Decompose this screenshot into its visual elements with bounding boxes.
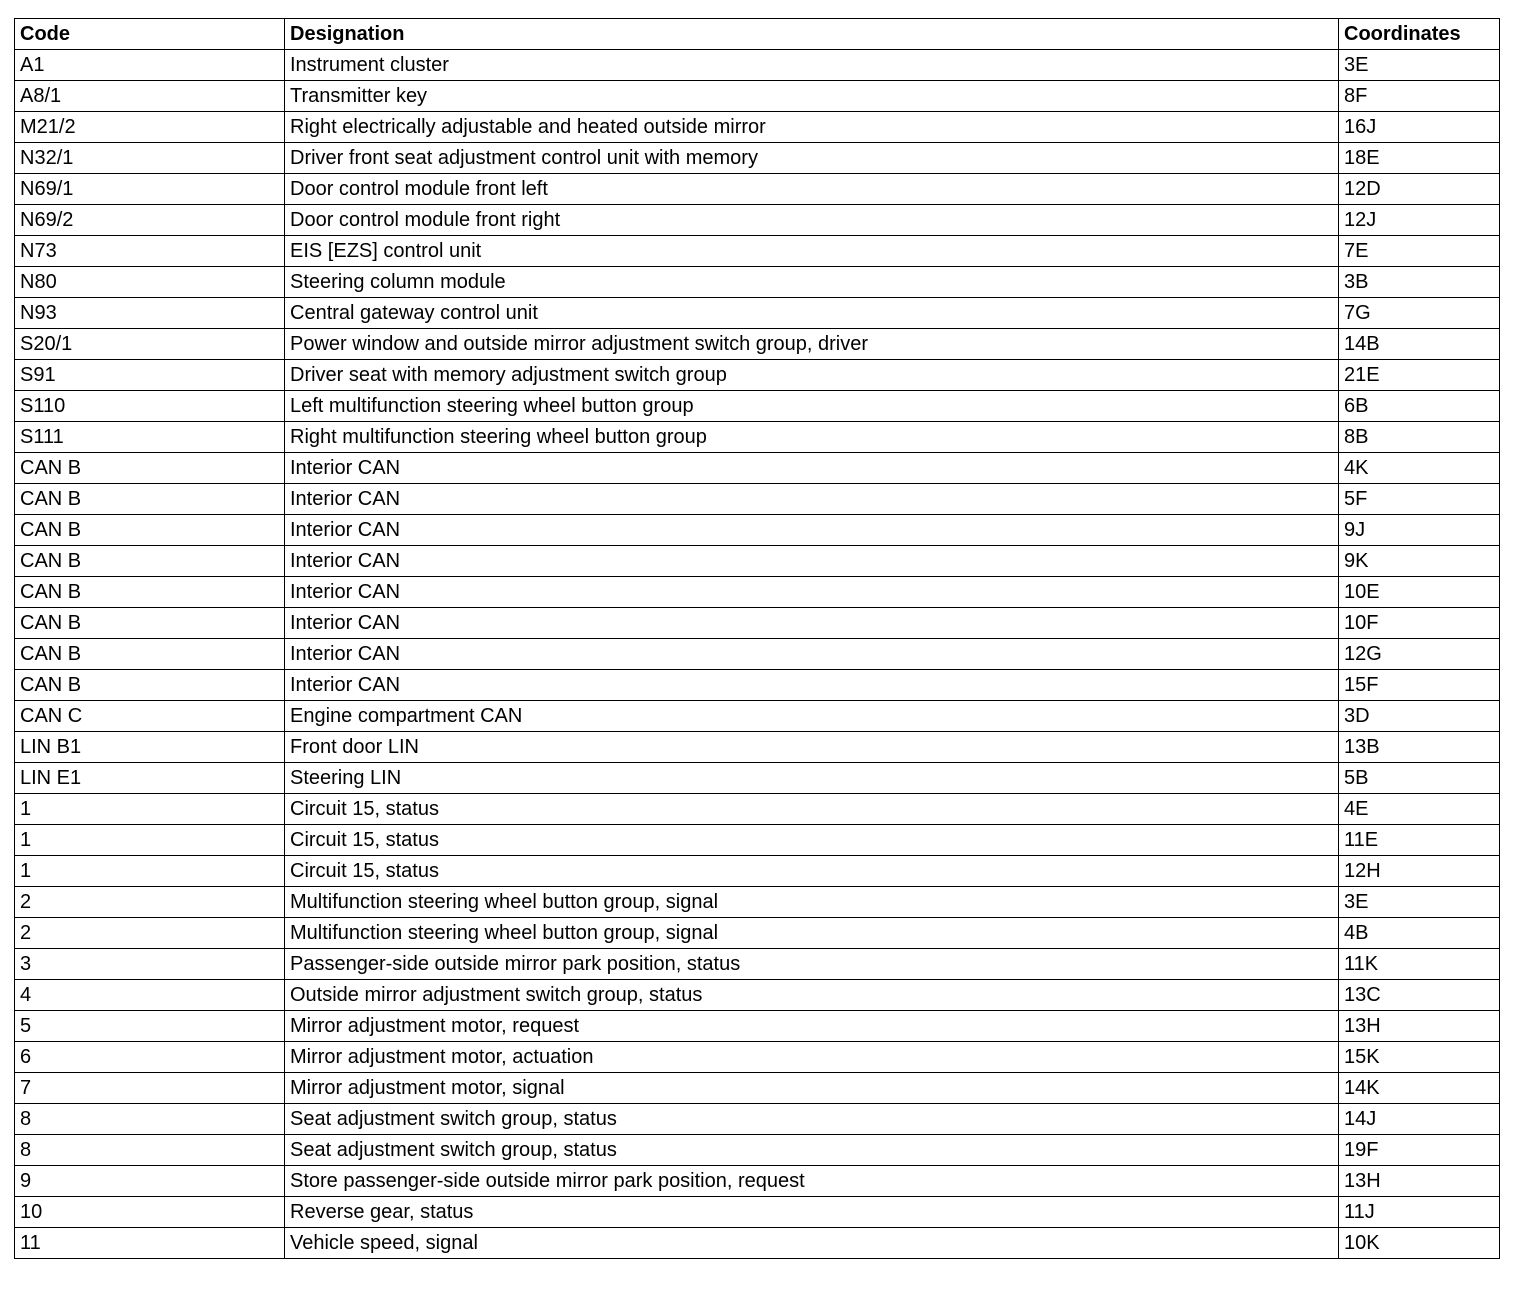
designation-cell: Right multifunction steering wheel button group bbox=[285, 422, 1339, 453]
code-cell: LIN E1 bbox=[15, 763, 285, 794]
coordinates-cell: 13B bbox=[1339, 732, 1500, 763]
coordinates-cell: 3E bbox=[1339, 887, 1500, 918]
designation-cell: Seat adjustment switch group, status bbox=[285, 1135, 1339, 1166]
coordinates-cell: 11J bbox=[1339, 1197, 1500, 1228]
coordinates-cell: 5B bbox=[1339, 763, 1500, 794]
coordinates-cell: 15F bbox=[1339, 670, 1500, 701]
table-row bbox=[15, 887, 1500, 918]
table-row bbox=[15, 1042, 1500, 1073]
coordinates-cell: 19F bbox=[1339, 1135, 1500, 1166]
designation-cell: Store passenger-side outside mirror park position, request bbox=[285, 1166, 1339, 1197]
coordinates-header: Coordinates bbox=[1339, 19, 1500, 50]
designation-cell: Multifunction steering wheel button group, signal bbox=[285, 918, 1339, 949]
table-row bbox=[15, 329, 1500, 360]
code-header: Code bbox=[15, 19, 285, 50]
coordinates-cell: 13H bbox=[1339, 1166, 1500, 1197]
designation-cell: Seat adjustment switch group, status bbox=[285, 1104, 1339, 1135]
coordinates-cell: 21E bbox=[1339, 360, 1500, 391]
coordinates-cell: 10K bbox=[1339, 1228, 1500, 1259]
table-row bbox=[15, 1197, 1500, 1228]
coordinates-cell: 4K bbox=[1339, 453, 1500, 484]
coordinates-cell: 9K bbox=[1339, 546, 1500, 577]
table-row bbox=[15, 1228, 1500, 1259]
designation-cell: Mirror adjustment motor, signal bbox=[285, 1073, 1339, 1104]
designation-cell: Transmitter key bbox=[285, 81, 1339, 112]
table-row bbox=[15, 391, 1500, 422]
designation-cell: Mirror adjustment motor, actuation bbox=[285, 1042, 1339, 1073]
designation-cell: Door control module front left bbox=[285, 174, 1339, 205]
designation-cell: Reverse gear, status bbox=[285, 1197, 1339, 1228]
coordinates-cell: 10E bbox=[1339, 577, 1500, 608]
code-cell: S111 bbox=[15, 422, 285, 453]
designation-cell: Interior CAN bbox=[285, 515, 1339, 546]
code-cell: 10 bbox=[15, 1197, 285, 1228]
code-cell: 1 bbox=[15, 856, 285, 887]
designation-cell: Right electrically adjustable and heated outside mirror bbox=[285, 112, 1339, 143]
designation-cell: Circuit 15, status bbox=[285, 825, 1339, 856]
table-row bbox=[15, 856, 1500, 887]
code-cell: N73 bbox=[15, 236, 285, 267]
code-cell: 1 bbox=[15, 794, 285, 825]
coordinates-cell: 14J bbox=[1339, 1104, 1500, 1135]
coordinates-cell: 3D bbox=[1339, 701, 1500, 732]
designation-cell: Central gateway control unit bbox=[285, 298, 1339, 329]
coordinates-cell: 11E bbox=[1339, 825, 1500, 856]
table-row bbox=[15, 174, 1500, 205]
designation-cell: Steering column module bbox=[285, 267, 1339, 298]
table-row bbox=[15, 1135, 1500, 1166]
designation-cell: Interior CAN bbox=[285, 453, 1339, 484]
code-cell: S20/1 bbox=[15, 329, 285, 360]
code-cell: 4 bbox=[15, 980, 285, 1011]
table-row bbox=[15, 577, 1500, 608]
table-row bbox=[15, 701, 1500, 732]
designation-cell: Passenger-side outside mirror park position, status bbox=[285, 949, 1339, 980]
table-row bbox=[15, 484, 1500, 515]
table-row bbox=[15, 205, 1500, 236]
table-row bbox=[15, 360, 1500, 391]
table-row bbox=[15, 1011, 1500, 1042]
code-cell: CAN B bbox=[15, 546, 285, 577]
table-row bbox=[15, 236, 1500, 267]
designation-cell: Driver front seat adjustment control unit with memory bbox=[285, 143, 1339, 174]
coordinates-cell: 7E bbox=[1339, 236, 1500, 267]
table-row bbox=[15, 918, 1500, 949]
table-row bbox=[15, 608, 1500, 639]
coordinates-cell: 13H bbox=[1339, 1011, 1500, 1042]
table-row bbox=[15, 50, 1500, 81]
legend-table bbox=[14, 18, 1500, 1259]
code-cell: A1 bbox=[15, 50, 285, 81]
table-row bbox=[15, 732, 1500, 763]
table-row bbox=[15, 639, 1500, 670]
code-cell: 7 bbox=[15, 1073, 285, 1104]
code-cell: 1 bbox=[15, 825, 285, 856]
table-row bbox=[15, 763, 1500, 794]
designation-cell: Interior CAN bbox=[285, 484, 1339, 515]
code-cell: CAN B bbox=[15, 577, 285, 608]
table-row bbox=[15, 1166, 1500, 1197]
table-row bbox=[15, 1073, 1500, 1104]
table-row bbox=[15, 422, 1500, 453]
table-row bbox=[15, 546, 1500, 577]
coordinates-cell: 4B bbox=[1339, 918, 1500, 949]
code-cell: 8 bbox=[15, 1104, 285, 1135]
table-row bbox=[15, 825, 1500, 856]
designation-cell: Interior CAN bbox=[285, 546, 1339, 577]
coordinates-cell: 10F bbox=[1339, 608, 1500, 639]
coordinates-cell: 5F bbox=[1339, 484, 1500, 515]
designation-cell: Driver seat with memory adjustment switch group bbox=[285, 360, 1339, 391]
designation-cell: Door control module front right bbox=[285, 205, 1339, 236]
coordinates-cell: 12G bbox=[1339, 639, 1500, 670]
designation-cell: Interior CAN bbox=[285, 608, 1339, 639]
code-cell: CAN B bbox=[15, 639, 285, 670]
code-cell: 11 bbox=[15, 1228, 285, 1259]
designation-cell: Outside mirror adjustment switch group, status bbox=[285, 980, 1339, 1011]
code-cell: N32/1 bbox=[15, 143, 285, 174]
code-cell: 2 bbox=[15, 887, 285, 918]
code-cell: CAN B bbox=[15, 484, 285, 515]
code-cell: CAN C bbox=[15, 701, 285, 732]
coordinates-cell: 18E bbox=[1339, 143, 1500, 174]
code-cell: LIN B1 bbox=[15, 732, 285, 763]
designation-cell: Power window and outside mirror adjustment switch group, driver bbox=[285, 329, 1339, 360]
designation-cell: Interior CAN bbox=[285, 577, 1339, 608]
designation-cell: Front door LIN bbox=[285, 732, 1339, 763]
designation-cell: Circuit 15, status bbox=[285, 856, 1339, 887]
designation-cell: Interior CAN bbox=[285, 670, 1339, 701]
designation-cell: Engine compartment CAN bbox=[285, 701, 1339, 732]
designation-cell: Interior CAN bbox=[285, 639, 1339, 670]
code-cell: CAN B bbox=[15, 608, 285, 639]
code-cell: 8 bbox=[15, 1135, 285, 1166]
coordinates-cell: 12J bbox=[1339, 205, 1500, 236]
code-cell: N80 bbox=[15, 267, 285, 298]
table-row bbox=[15, 267, 1500, 298]
coordinates-cell: 14K bbox=[1339, 1073, 1500, 1104]
designation-cell: Circuit 15, status bbox=[285, 794, 1339, 825]
coordinates-cell: 3E bbox=[1339, 50, 1500, 81]
table-row bbox=[15, 670, 1500, 701]
table-row bbox=[15, 298, 1500, 329]
code-cell: 9 bbox=[15, 1166, 285, 1197]
table-row bbox=[15, 143, 1500, 174]
table-row bbox=[15, 1104, 1500, 1135]
code-cell: N93 bbox=[15, 298, 285, 329]
code-cell: M21/2 bbox=[15, 112, 285, 143]
code-cell: A8/1 bbox=[15, 81, 285, 112]
code-cell: S91 bbox=[15, 360, 285, 391]
coordinates-cell: 8B bbox=[1339, 422, 1500, 453]
coordinates-cell: 12D bbox=[1339, 174, 1500, 205]
table-row bbox=[15, 515, 1500, 546]
code-cell: N69/1 bbox=[15, 174, 285, 205]
designation-cell: Left multifunction steering wheel button group bbox=[285, 391, 1339, 422]
code-cell: CAN B bbox=[15, 515, 285, 546]
code-cell: 6 bbox=[15, 1042, 285, 1073]
code-cell: S110 bbox=[15, 391, 285, 422]
table-row bbox=[15, 453, 1500, 484]
coordinates-cell: 16J bbox=[1339, 112, 1500, 143]
coordinates-cell: 14B bbox=[1339, 329, 1500, 360]
code-cell: CAN B bbox=[15, 670, 285, 701]
designation-cell: EIS [EZS] control unit bbox=[285, 236, 1339, 267]
designation-cell: Steering LIN bbox=[285, 763, 1339, 794]
coordinates-cell: 13C bbox=[1339, 980, 1500, 1011]
code-cell: 3 bbox=[15, 949, 285, 980]
coordinates-cell: 9J bbox=[1339, 515, 1500, 546]
table-row bbox=[15, 794, 1500, 825]
designation-header: Designation bbox=[285, 19, 1339, 50]
code-cell: N69/2 bbox=[15, 205, 285, 236]
legend-body bbox=[15, 50, 1500, 1259]
coordinates-cell: 3B bbox=[1339, 267, 1500, 298]
table-row bbox=[15, 949, 1500, 980]
table-row bbox=[15, 81, 1500, 112]
coordinates-cell: 12H bbox=[1339, 856, 1500, 887]
designation-cell: Instrument cluster bbox=[285, 50, 1339, 81]
coordinates-cell: 15K bbox=[1339, 1042, 1500, 1073]
header-row bbox=[15, 19, 1500, 50]
table-row bbox=[15, 112, 1500, 143]
table-row bbox=[15, 980, 1500, 1011]
designation-cell: Vehicle speed, signal bbox=[285, 1228, 1339, 1259]
code-cell: CAN B bbox=[15, 453, 285, 484]
code-cell: 5 bbox=[15, 1011, 285, 1042]
coordinates-cell: 7G bbox=[1339, 298, 1500, 329]
coordinates-cell: 8F bbox=[1339, 81, 1500, 112]
coordinates-cell: 6B bbox=[1339, 391, 1500, 422]
coordinates-cell: 4E bbox=[1339, 794, 1500, 825]
code-cell: 2 bbox=[15, 918, 285, 949]
designation-cell: Multifunction steering wheel button group, signal bbox=[285, 887, 1339, 918]
coordinates-cell: 11K bbox=[1339, 949, 1500, 980]
designation-cell: Mirror adjustment motor, request bbox=[285, 1011, 1339, 1042]
